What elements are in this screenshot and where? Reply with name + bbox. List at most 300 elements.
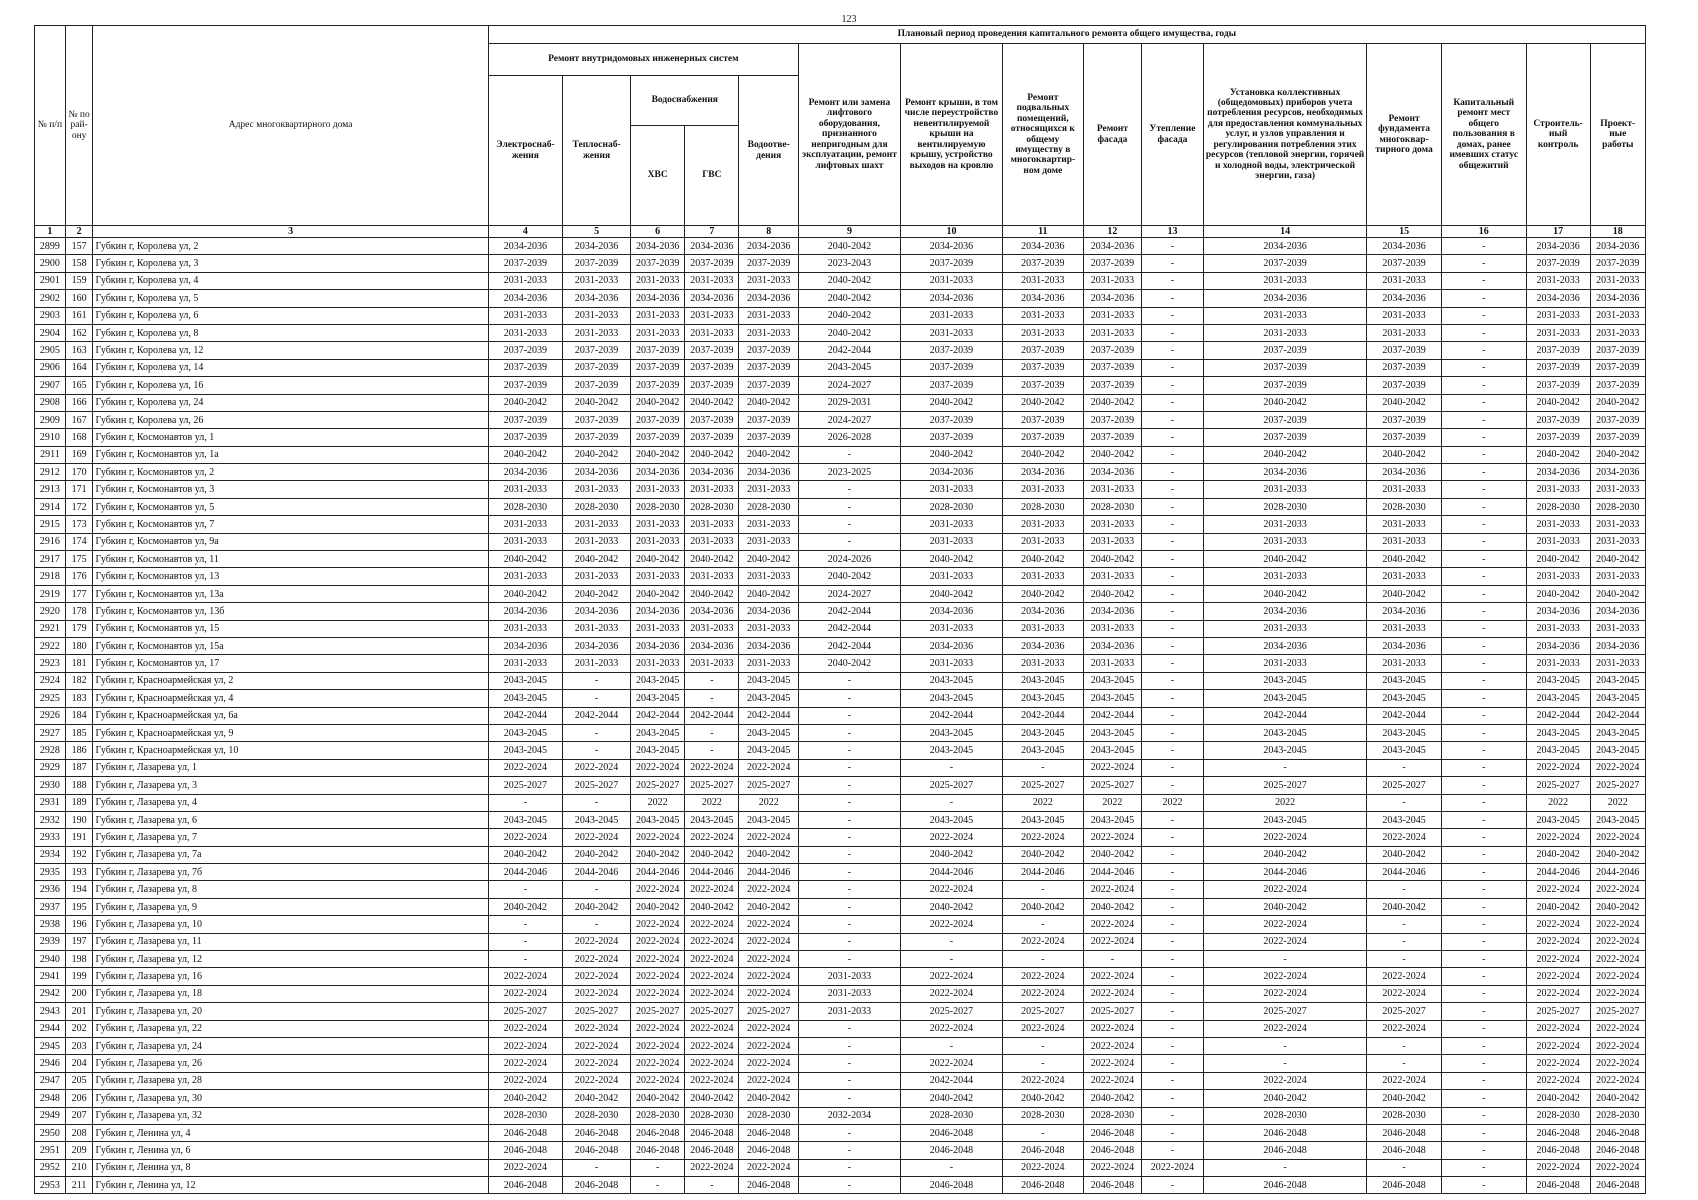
cell-insulation: -	[1142, 394, 1204, 411]
row-num: 2950	[35, 1124, 66, 1141]
row-address: Губкин г, Ленина ул, 4	[93, 1124, 488, 1141]
row-address: Губкин г, Красноармейская ул, 6а	[93, 707, 488, 724]
cell-insulation: -	[1142, 429, 1204, 446]
row-address: Губкин г, Лазарева ул, 9	[93, 898, 488, 915]
row-district-num: 211	[65, 1177, 93, 1194]
cell-dorm: -	[1441, 446, 1526, 463]
cell-roof: 2042-2044	[900, 707, 1002, 724]
cell-control: 2040-2042	[1526, 1090, 1590, 1107]
cell-heat: -	[563, 742, 631, 759]
row-district-num: 178	[65, 603, 93, 620]
cell-control: 2040-2042	[1526, 585, 1590, 602]
cell-hot-water: 2031-2033	[685, 324, 739, 341]
row-num: 2911	[35, 446, 66, 463]
cell-design: 2028-2030	[1590, 498, 1645, 515]
row-address: Губкин г, Лазарева ул, 11	[93, 933, 488, 950]
cell-drain: 2040-2042	[739, 898, 799, 915]
cell-roof: 2043-2045	[900, 724, 1002, 741]
cell-cold-water: 2028-2030	[631, 1107, 685, 1124]
row-address: Губкин г, Лазарева ул, 6	[93, 811, 488, 828]
cell-hot-water: 2022	[685, 794, 739, 811]
cell-electric: 2037-2039	[488, 411, 562, 428]
cell-design: 2031-2033	[1590, 272, 1645, 289]
column-number: 7	[685, 226, 739, 238]
cell-heat: -	[563, 672, 631, 689]
row-num: 2947	[35, 1072, 66, 1089]
cell-insulation: -	[1142, 1020, 1204, 1037]
cell-control: 2040-2042	[1526, 846, 1590, 863]
table-row	[35, 759, 1646, 776]
cell-drain: 2043-2045	[739, 724, 799, 741]
cell-basement: -	[1002, 1124, 1083, 1141]
cell-drain: 2034-2036	[739, 464, 799, 481]
cell-foundation: 2040-2042	[1367, 585, 1441, 602]
row-num: 2953	[35, 1177, 66, 1194]
cell-facade: 2037-2039	[1083, 429, 1141, 446]
cell-dorm: -	[1441, 1124, 1526, 1141]
cell-design: 2037-2039	[1590, 411, 1645, 428]
cell-foundation: -	[1367, 794, 1441, 811]
cell-facade: 2031-2033	[1083, 307, 1141, 324]
cell-basement: 2022	[1002, 794, 1083, 811]
cell-roof: 2022-2024	[900, 1020, 1002, 1037]
cell-hot-water: 2044-2046	[685, 864, 739, 881]
row-num: 2931	[35, 794, 66, 811]
cell-facade: 2034-2036	[1083, 290, 1141, 307]
cell-dorm: -	[1441, 516, 1526, 533]
header-dorm: Капитальный ремонт мест общего пользования в домах, ранее имевших статус общежитий	[1441, 44, 1526, 226]
cell-dorm: -	[1441, 498, 1526, 515]
row-district-num: 208	[65, 1124, 93, 1141]
row-num: 2900	[35, 255, 66, 272]
cell-hot-water: 2040-2042	[685, 898, 739, 915]
cell-control: 2031-2033	[1526, 272, 1590, 289]
cell-electric: 2022-2024	[488, 1055, 562, 1072]
cell-heat: 2025-2027	[563, 1003, 631, 1020]
cell-elevator: -	[798, 446, 900, 463]
table-row	[35, 1037, 1646, 1054]
header-design: Проект-ные работы	[1590, 44, 1645, 226]
cell-facade: 2025-2027	[1083, 777, 1141, 794]
cell-cold-water: 2046-2048	[631, 1124, 685, 1141]
cell-dorm: -	[1441, 951, 1526, 968]
cell-heat: 2040-2042	[563, 551, 631, 568]
table-row	[35, 1159, 1646, 1176]
cell-drain: 2040-2042	[739, 551, 799, 568]
cell-dorm: -	[1441, 1055, 1526, 1072]
row-address: Губкин г, Королева ул, 2	[93, 238, 488, 255]
row-address: Губкин г, Королева ул, 3	[93, 255, 488, 272]
cell-design: 2022-2024	[1590, 1072, 1645, 1089]
row-district-num: 163	[65, 342, 93, 359]
cell-control: 2022-2024	[1526, 933, 1590, 950]
cell-hot-water: 2022-2024	[685, 829, 739, 846]
cell-roof: -	[900, 1159, 1002, 1176]
cell-elevator: -	[798, 1090, 900, 1107]
cell-facade: 2034-2036	[1083, 603, 1141, 620]
cell-heat: -	[563, 881, 631, 898]
row-district-num: 204	[65, 1055, 93, 1072]
cell-dorm: -	[1441, 429, 1526, 446]
cell-foundation: 2031-2033	[1367, 655, 1441, 672]
cell-hot-water: 2031-2033	[685, 620, 739, 637]
cell-hot-water: 2037-2039	[685, 255, 739, 272]
cell-facade: 2034-2036	[1083, 238, 1141, 255]
cell-basement: 2031-2033	[1002, 272, 1083, 289]
cell-meters: 2031-2033	[1203, 481, 1367, 498]
row-num: 2926	[35, 707, 66, 724]
cell-cold-water: 2031-2033	[631, 568, 685, 585]
cell-design: 2043-2045	[1590, 690, 1645, 707]
cell-heat: 2022-2024	[563, 1020, 631, 1037]
cell-insulation: -	[1142, 777, 1204, 794]
cell-meters: 2043-2045	[1203, 811, 1367, 828]
cell-heat: 2040-2042	[563, 1090, 631, 1107]
cell-drain: 2037-2039	[739, 411, 799, 428]
row-num: 2914	[35, 498, 66, 515]
cell-hot-water: 2046-2048	[685, 1124, 739, 1141]
cell-roof: 2037-2039	[900, 429, 1002, 446]
row-num: 2946	[35, 1055, 66, 1072]
cell-foundation: 2031-2033	[1367, 481, 1441, 498]
cell-basement: -	[1002, 759, 1083, 776]
table-row	[35, 916, 1646, 933]
cell-dorm: -	[1441, 655, 1526, 672]
cell-roof: 2040-2042	[900, 1090, 1002, 1107]
header-hot-water: ГВС	[685, 126, 739, 226]
cell-hot-water: 2037-2039	[685, 411, 739, 428]
cell-meters: 2037-2039	[1203, 359, 1367, 376]
cell-hot-water: 2040-2042	[685, 846, 739, 863]
cell-cold-water: 2031-2033	[631, 533, 685, 550]
cell-drain: 2022-2024	[739, 829, 799, 846]
row-district-num: 170	[65, 464, 93, 481]
cell-heat: 2022-2024	[563, 1037, 631, 1054]
cell-facade: 2042-2044	[1083, 707, 1141, 724]
cell-heat: 2031-2033	[563, 516, 631, 533]
cell-design: 2031-2033	[1590, 620, 1645, 637]
cell-electric: 2028-2030	[488, 498, 562, 515]
cell-foundation: 2022-2024	[1367, 968, 1441, 985]
cell-foundation: 2025-2027	[1367, 777, 1441, 794]
cell-facade: 2031-2033	[1083, 481, 1141, 498]
cell-control: 2040-2042	[1526, 446, 1590, 463]
row-num: 2944	[35, 1020, 66, 1037]
cell-insulation: -	[1142, 516, 1204, 533]
cell-cold-water: 2025-2027	[631, 1003, 685, 1020]
cell-elevator: 2024-2027	[798, 585, 900, 602]
cell-elevator: 2042-2044	[798, 637, 900, 654]
row-district-num: 158	[65, 255, 93, 272]
cell-elevator: -	[798, 1020, 900, 1037]
header-control: Строитель-ный контроль	[1526, 44, 1590, 226]
cell-hot-water: 2034-2036	[685, 637, 739, 654]
row-num: 2920	[35, 603, 66, 620]
cell-basement: 2034-2036	[1002, 238, 1083, 255]
cell-drain: 2022	[739, 794, 799, 811]
row-address: Губкин г, Красноармейская ул, 9	[93, 724, 488, 741]
cell-foundation: 2043-2045	[1367, 742, 1441, 759]
cell-hot-water: 2031-2033	[685, 533, 739, 550]
cell-heat: 2037-2039	[563, 255, 631, 272]
cell-dorm: -	[1441, 377, 1526, 394]
cell-insulation: -	[1142, 446, 1204, 463]
cell-facade: 2022-2024	[1083, 829, 1141, 846]
row-district-num: 190	[65, 811, 93, 828]
cell-drain: 2037-2039	[739, 377, 799, 394]
cell-design: 2034-2036	[1590, 290, 1645, 307]
table-row	[35, 238, 1646, 255]
table-row	[35, 1107, 1646, 1124]
cell-design: 2037-2039	[1590, 359, 1645, 376]
table-row	[35, 464, 1646, 481]
cell-cold-water: 2031-2033	[631, 516, 685, 533]
table-row	[35, 1020, 1646, 1037]
cell-cold-water: 2022-2024	[631, 881, 685, 898]
cell-basement: -	[1002, 1037, 1083, 1054]
cell-design: 2040-2042	[1590, 585, 1645, 602]
cell-control: 2022-2024	[1526, 759, 1590, 776]
cell-hot-water: 2040-2042	[685, 585, 739, 602]
cell-hot-water: 2022-2024	[685, 881, 739, 898]
cell-roof: 2031-2033	[900, 655, 1002, 672]
cell-design: 2022-2024	[1590, 933, 1645, 950]
row-num: 2910	[35, 429, 66, 446]
cell-foundation: 2040-2042	[1367, 446, 1441, 463]
cell-basement: 2031-2033	[1002, 620, 1083, 637]
cell-heat: -	[563, 916, 631, 933]
cell-drain: 2022-2024	[739, 916, 799, 933]
cell-design: 2022-2024	[1590, 1055, 1645, 1072]
cell-design: 2046-2048	[1590, 1142, 1645, 1159]
cell-basement: 2040-2042	[1002, 585, 1083, 602]
row-address: Губкин г, Лазарева ул, 30	[93, 1090, 488, 1107]
cell-dorm: -	[1441, 742, 1526, 759]
cell-basement: 2028-2030	[1002, 498, 1083, 515]
row-district-num: 200	[65, 985, 93, 1002]
cell-hot-water: -	[685, 672, 739, 689]
row-address: Губкин г, Лазарева ул, 3	[93, 777, 488, 794]
cell-control: 2031-2033	[1526, 533, 1590, 550]
cell-electric: 2031-2033	[488, 516, 562, 533]
cell-foundation: 2040-2042	[1367, 394, 1441, 411]
cell-heat: 2031-2033	[563, 272, 631, 289]
row-district-num: 201	[65, 1003, 93, 1020]
cell-meters: 2046-2048	[1203, 1124, 1367, 1141]
cell-roof: 2022-2024	[900, 1055, 1002, 1072]
cell-hot-water: 2034-2036	[685, 464, 739, 481]
cell-hot-water: 2040-2042	[685, 551, 739, 568]
row-district-num: 206	[65, 1090, 93, 1107]
row-address: Губкин г, Королева ул, 16	[93, 377, 488, 394]
cell-meters: -	[1203, 759, 1367, 776]
cell-cold-water: 2022-2024	[631, 1055, 685, 1072]
cell-cold-water: 2022-2024	[631, 1072, 685, 1089]
cell-dorm: -	[1441, 829, 1526, 846]
cell-cold-water: 2025-2027	[631, 777, 685, 794]
cell-roof: 2040-2042	[900, 585, 1002, 602]
cell-electric: 2043-2045	[488, 690, 562, 707]
cell-design: 2025-2027	[1590, 1003, 1645, 1020]
cell-foundation: 2043-2045	[1367, 724, 1441, 741]
cell-electric: 2040-2042	[488, 846, 562, 863]
cell-meters: 2043-2045	[1203, 724, 1367, 741]
cell-dorm: -	[1441, 290, 1526, 307]
cell-electric: 2040-2042	[488, 898, 562, 915]
table-row	[35, 985, 1646, 1002]
cell-meters: 2037-2039	[1203, 342, 1367, 359]
row-address: Губкин г, Космонавтов ул, 1а	[93, 446, 488, 463]
row-num: 2951	[35, 1142, 66, 1159]
cell-heat: 2040-2042	[563, 394, 631, 411]
cell-design: 2043-2045	[1590, 811, 1645, 828]
cell-electric: 2031-2033	[488, 568, 562, 585]
cell-design: 2025-2027	[1590, 777, 1645, 794]
cell-cold-water: 2043-2045	[631, 724, 685, 741]
row-district-num: 169	[65, 446, 93, 463]
cell-basement: 2022-2024	[1002, 933, 1083, 950]
row-num: 2909	[35, 411, 66, 428]
header-num: № п/п	[35, 26, 66, 226]
cell-electric: 2031-2033	[488, 307, 562, 324]
cell-meters: 2040-2042	[1203, 446, 1367, 463]
cell-design: 2034-2036	[1590, 238, 1645, 255]
cell-basement: 2037-2039	[1002, 411, 1083, 428]
cell-design: 2037-2039	[1590, 255, 1645, 272]
cell-roof: 2037-2039	[900, 342, 1002, 359]
row-district-num: 179	[65, 620, 93, 637]
cell-roof: -	[900, 1037, 1002, 1054]
row-num: 2939	[35, 933, 66, 950]
row-num: 2936	[35, 881, 66, 898]
cell-cold-water: 2040-2042	[631, 394, 685, 411]
column-number: 2	[65, 226, 93, 238]
cell-insulation: -	[1142, 359, 1204, 376]
cell-dorm: -	[1441, 533, 1526, 550]
row-num: 2919	[35, 585, 66, 602]
header-insulation: Утепление фасада	[1142, 44, 1204, 226]
cell-hot-water: 2031-2033	[685, 655, 739, 672]
cell-hot-water: 2025-2027	[685, 1003, 739, 1020]
cell-hot-water: 2022-2024	[685, 985, 739, 1002]
row-district-num: 205	[65, 1072, 93, 1089]
cell-dorm: -	[1441, 255, 1526, 272]
column-number: 17	[1526, 226, 1590, 238]
cell-roof: 2040-2042	[900, 446, 1002, 463]
cell-foundation: 2037-2039	[1367, 255, 1441, 272]
row-district-num: 165	[65, 377, 93, 394]
cell-roof: 2040-2042	[900, 898, 1002, 915]
cell-facade: 2031-2033	[1083, 324, 1141, 341]
cell-insulation: -	[1142, 724, 1204, 741]
row-address: Губкин г, Космонавтов ул, 3	[93, 481, 488, 498]
cell-electric: 2042-2044	[488, 707, 562, 724]
cell-heat: 2040-2042	[563, 585, 631, 602]
cell-foundation: 2034-2036	[1367, 603, 1441, 620]
row-address: Губкин г, Космонавтов ул, 13	[93, 568, 488, 585]
header-period: Плановый период проведения капитального ремонта общего имущества, годы	[488, 26, 1645, 44]
cell-design: 2022-2024	[1590, 1159, 1645, 1176]
cell-foundation: -	[1367, 1037, 1441, 1054]
cell-electric: 2031-2033	[488, 324, 562, 341]
cell-drain: 2022-2024	[739, 881, 799, 898]
cell-meters: 2031-2033	[1203, 272, 1367, 289]
cell-basement: 2043-2045	[1002, 690, 1083, 707]
column-number: 11	[1002, 226, 1083, 238]
cell-elevator: 2031-2033	[798, 985, 900, 1002]
cell-electric: 2034-2036	[488, 464, 562, 481]
cell-control: 2031-2033	[1526, 324, 1590, 341]
column-number: 14	[1203, 226, 1367, 238]
row-address: Губкин г, Космонавтов ул, 9а	[93, 533, 488, 550]
cell-basement: 2025-2027	[1002, 1003, 1083, 1020]
cell-meters: 2028-2030	[1203, 1107, 1367, 1124]
cell-elevator: -	[798, 916, 900, 933]
cell-insulation: -	[1142, 1090, 1204, 1107]
cell-design: 2040-2042	[1590, 898, 1645, 915]
cell-design: 2022-2024	[1590, 951, 1645, 968]
cell-basement: 2040-2042	[1002, 846, 1083, 863]
cell-hot-water: 2022-2024	[685, 951, 739, 968]
cell-control: 2025-2027	[1526, 1003, 1590, 1020]
cell-dorm: -	[1441, 551, 1526, 568]
cell-meters: 2043-2045	[1203, 742, 1367, 759]
cell-basement: -	[1002, 1055, 1083, 1072]
cell-elevator: -	[798, 951, 900, 968]
cell-control: 2040-2042	[1526, 898, 1590, 915]
cell-basement: 2043-2045	[1002, 742, 1083, 759]
row-address: Губкин г, Лазарева ул, 28	[93, 1072, 488, 1089]
cell-design: 2022-2024	[1590, 829, 1645, 846]
cell-insulation: -	[1142, 568, 1204, 585]
row-district-num: 182	[65, 672, 93, 689]
column-number: 9	[798, 226, 900, 238]
cell-control: 2022-2024	[1526, 1159, 1590, 1176]
cell-design: 2022-2024	[1590, 916, 1645, 933]
row-address: Губкин г, Красноармейская ул, 10	[93, 742, 488, 759]
cell-electric: 2040-2042	[488, 446, 562, 463]
cell-meters: 2031-2033	[1203, 655, 1367, 672]
cell-foundation: 2022-2024	[1367, 829, 1441, 846]
row-num: 2918	[35, 568, 66, 585]
table-row	[35, 307, 1646, 324]
row-district-num: 172	[65, 498, 93, 515]
cell-hot-water: 2028-2030	[685, 1107, 739, 1124]
cell-facade: 2022-2024	[1083, 985, 1141, 1002]
cell-insulation: 2022-2024	[1142, 1159, 1204, 1176]
cell-foundation: 2022-2024	[1367, 1020, 1441, 1037]
row-address: Губкин г, Лазарева ул, 1	[93, 759, 488, 776]
cell-elevator: -	[798, 759, 900, 776]
cell-heat: 2031-2033	[563, 533, 631, 550]
cell-cold-water: 2040-2042	[631, 898, 685, 915]
table-row	[35, 637, 1646, 654]
cell-drain: 2040-2042	[739, 585, 799, 602]
cell-drain: 2028-2030	[739, 1107, 799, 1124]
cell-control: 2022-2024	[1526, 1072, 1590, 1089]
row-district-num: 193	[65, 864, 93, 881]
cell-facade: 2043-2045	[1083, 690, 1141, 707]
cell-elevator: 2040-2042	[798, 568, 900, 585]
column-number: 13	[1142, 226, 1204, 238]
row-address: Губкин г, Лазарева ул, 26	[93, 1055, 488, 1072]
cell-elevator: 2023-2043	[798, 255, 900, 272]
row-address: Губкин г, Космонавтов ул, 11	[93, 551, 488, 568]
cell-design: 2043-2045	[1590, 724, 1645, 741]
table-row	[35, 881, 1646, 898]
row-num: 2945	[35, 1037, 66, 1054]
header-cold-water: ХВС	[631, 126, 685, 226]
